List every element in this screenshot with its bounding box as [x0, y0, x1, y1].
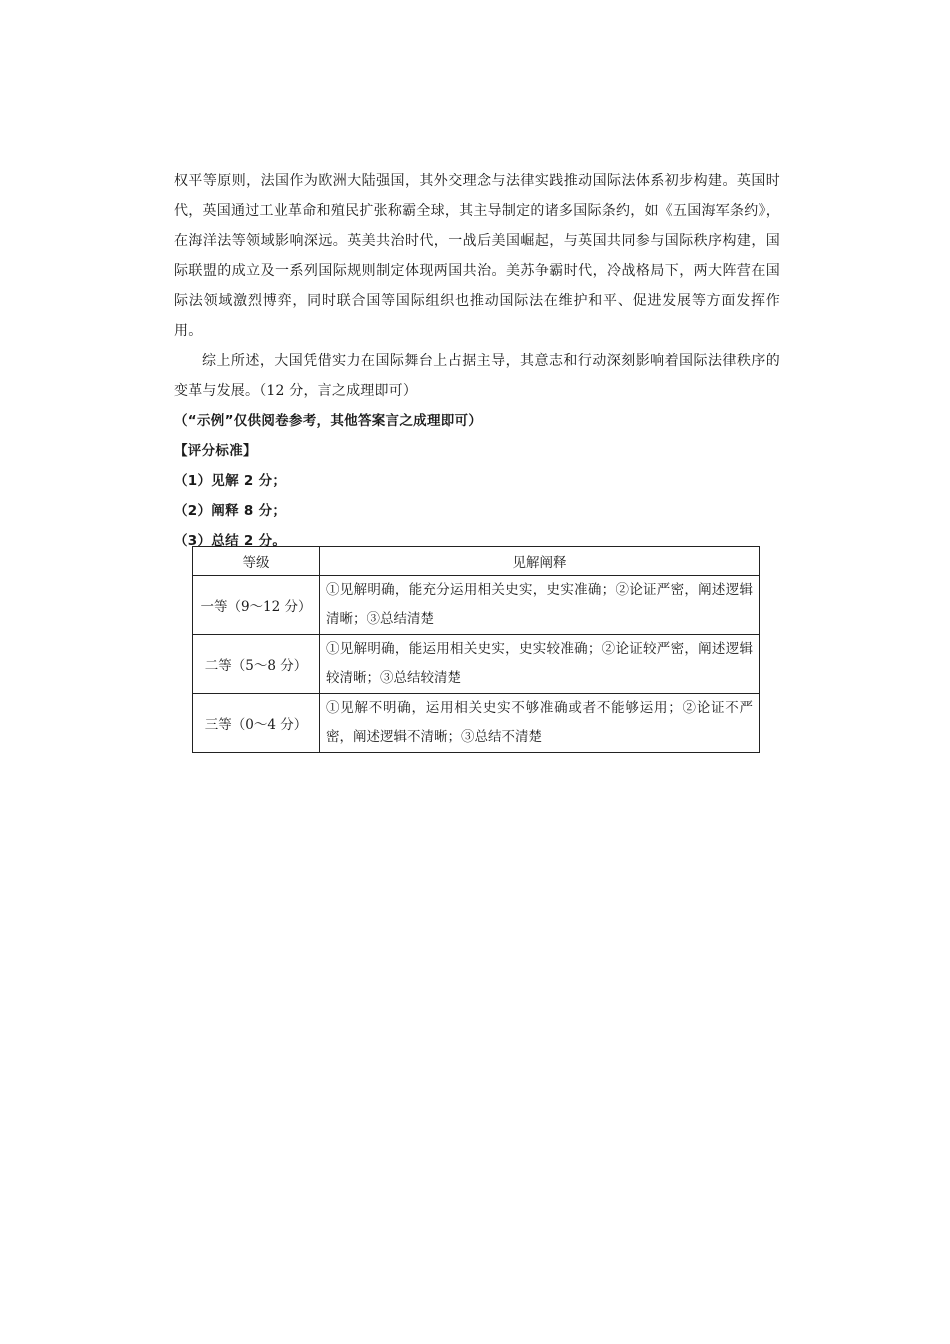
grade-description: ①见解明确，能充分运用相关史实，史实准确；②论证严密，阐述逻辑清晰；③总结清楚 — [320, 576, 760, 635]
header-level: 等级 — [193, 547, 320, 576]
reference-note: （“示例”仅供阅卷参考，其他答案言之成理即可） — [174, 413, 483, 429]
table-header-row — [193, 547, 760, 576]
grade-level: 三等（0～4 分） — [193, 694, 320, 753]
table-row — [193, 694, 760, 753]
grade-level: 二等（5～8 分） — [193, 635, 320, 694]
grade-description: ①见解明确，能运用相关史实，史实较准确；②论证较严密，阐述逻辑较清晰；③总结较清楚 — [320, 635, 760, 694]
criteria-item: （3）总结 2 分。 — [174, 533, 287, 549]
grading-table — [192, 546, 760, 753]
grade-description: ①见解不明确，运用相关史实不够准确或者不能够运用；②论证不严密，阐述逻辑不清晰；③总结不清楚 — [320, 694, 760, 753]
header-description: 见解阐释 — [320, 547, 760, 576]
table-row — [193, 576, 760, 635]
essay-paragraph-1: 权平等原则，法国作为欧洲大陆强国，其外交理念与法律实践推动国际法体系初步构建。英国时代，英国通过工业革命和殖民扩张称霸全球，其主导制定的诸多国际条约，如《五国海军条约》，在海洋法等领域影响深远。英美共治时代，一战后美国崛起，与英国共同参与国际秩序构建，国际联盟的成立及一系列国际规则制定体现两国共治。美苏争霸时代，冷战格局下，两大阵营在国际法领域激烈博弈，同时联合国等国际组织也推动国际法在维护和平、促进发展等方面发挥作用。 — [174, 173, 780, 339]
criteria-heading: 【评分标准】 — [174, 443, 257, 459]
essay-paragraph-2: 综上所述，大国凭借实力在国际舞台上占据主导，其意志和行动深刻影响着国际法律秩序的变革与发展。（12 分，言之成理即可） — [174, 353, 780, 399]
criteria-item: （2）阐释 8 分； — [174, 503, 287, 519]
criteria-item: （1）见解 2 分； — [174, 473, 287, 489]
table-row — [193, 635, 760, 694]
grade-level: 一等（9～12 分） — [193, 576, 320, 635]
answer-content — [174, 166, 780, 556]
